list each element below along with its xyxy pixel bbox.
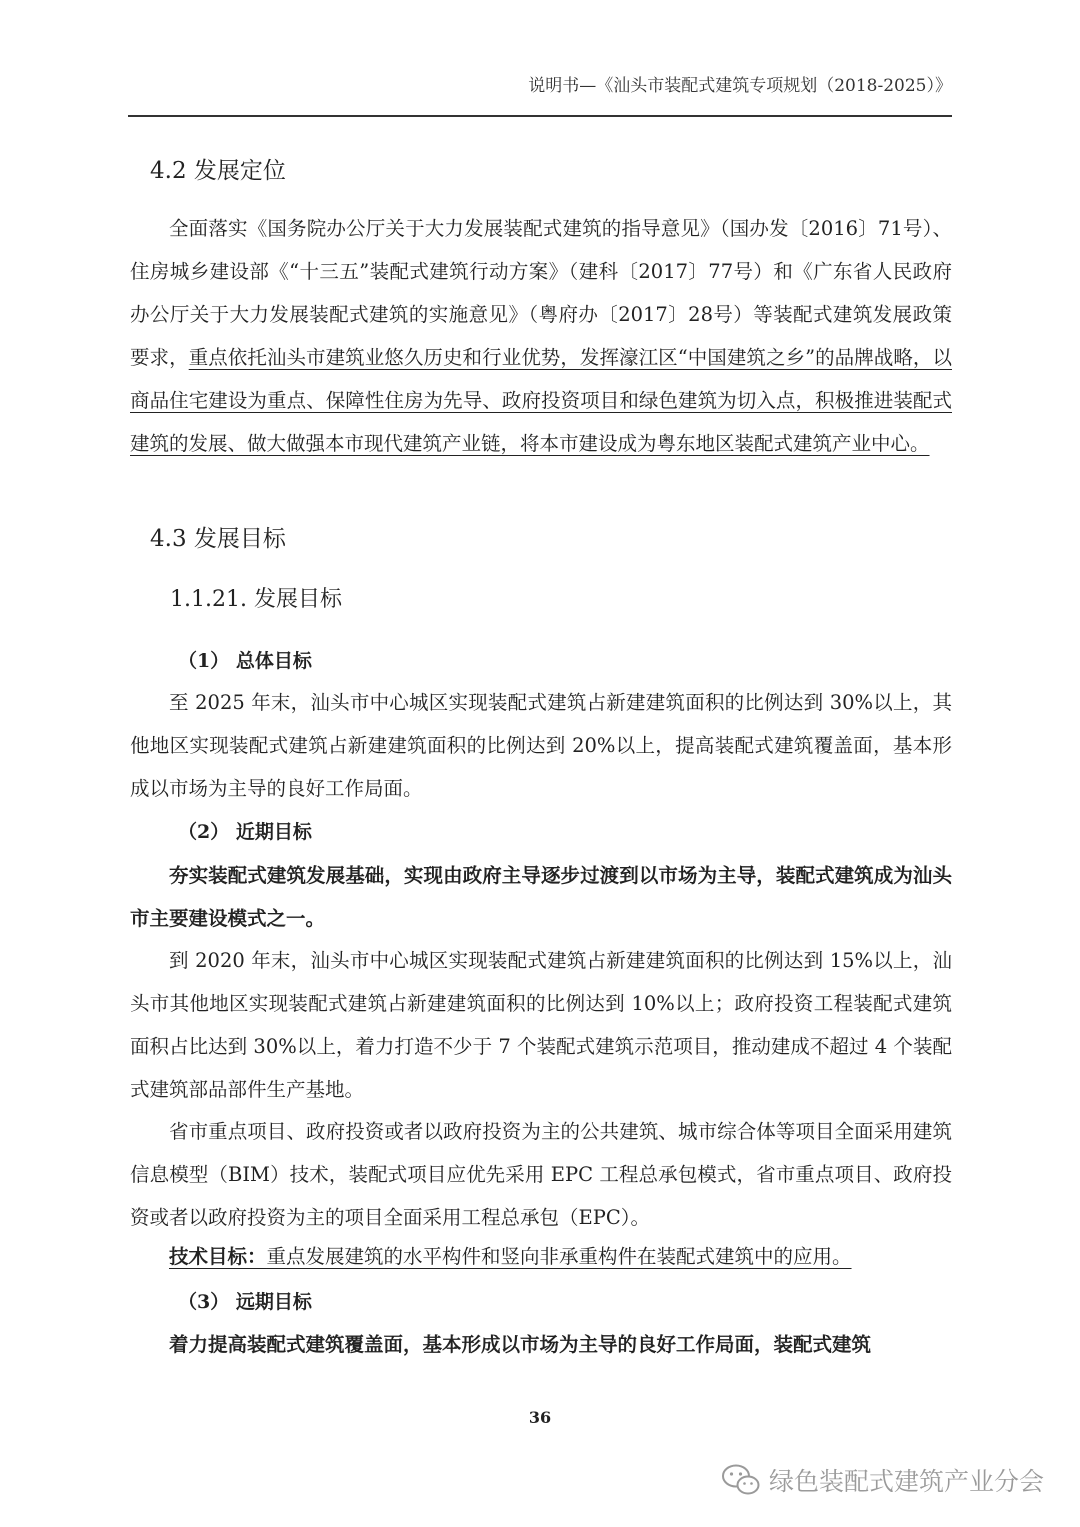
tech-goal-label: 技术目标：	[169, 1245, 267, 1268]
overall-goal-title: （1） 总体目标	[178, 650, 312, 672]
watermark-text: 绿色装配式建筑产业分会	[768, 1467, 1044, 1496]
long-term-goal-bold-text: 着力提高装配式建筑覆盖面，基本形成以市场为主导的良好工作局面，装配式建筑	[169, 1333, 872, 1356]
positioning-underlined-text: 重点依托汕头市建筑业悠久历史和行业优势，发挥濠江区“中国建筑之乡”的品牌战略，以商品住宅建设为重点、保障性住房为先导、政府投资项目和绿色建筑为切入点，积极推进装配式建筑的发展、做大做强本市现代建筑产业链，将本市建设成为粤东地区装配式建筑产业中心。	[130, 346, 952, 455]
positioning-policy-text: 全面落实《国务院办公厅关于大力发展装配式建筑的指导意见》（国办发〔2016〕71号）、住房城乡建设部《“十三五”装配式建筑行动方案》（建科〔2017〕77号）和《广东省人民政府办公厅关于大力发展装配式建筑的实施意见》（粤府办〔2017〕28号）等装配式建筑发展政策要求，	[130, 217, 952, 369]
page-number: 36	[528, 1408, 552, 1427]
header-rule	[128, 115, 952, 117]
positioning-paragraph	[130, 207, 952, 465]
subsection-title: 1.1.21. 发展目标	[170, 587, 342, 612]
near-term-goal-text-bim: 省市重点项目、政府投资或者以政府投资为主的公共建筑、城市综合体等项目全面采用建筑信息模型（BIM）技术，装配式项目应优先采用 EPC 工程总承包模式，省市重点项目、政府投资或者以政府投资为主的项目全面采用工程总承包（EPC）。	[130, 1120, 952, 1229]
watermark	[721, 1460, 1044, 1500]
near-term-goal-title: （2） 近期目标	[178, 821, 312, 843]
section-title-4-2: 4.2 发展定位	[150, 158, 286, 184]
page-header: 说明书—《汕头市装配式建筑专项规划（2018-2025）》	[528, 76, 952, 96]
long-term-goal-title: （3） 远期目标	[178, 1291, 312, 1313]
wechat-icon	[721, 1463, 761, 1497]
tech-goal-text: 重点发展建筑的水平构件和竖向非承重构件在装配式建筑中的应用。	[266, 1245, 852, 1268]
overall-goal-text: 至 2025 年末，汕头市中心城区实现装配式建筑占新建建筑面积的比例达到 30%以上，其他地区实现装配式建筑占新建建筑面积的比例达到 20%以上，提高装配式建筑覆盖面，基本形成以市场为主导的良好工作局面。	[130, 691, 952, 800]
near-term-goal-text-2020: 到 2020 年末，汕头市中心城区实现装配式建筑占新建建筑面积的比例达到 15%以上，汕头市其他地区实现装配式建筑占新建建筑面积的比例达到 10%以上；政府投资工程装配式建筑面积占比达到 30%以上，着力打造不少于 7 个装配式建筑示范项目，推动建成不超过 4 个装配式建筑部品部件生产基地。	[130, 949, 952, 1101]
near-term-goal-bold-text: 夯实装配式建筑发展基础，实现由政府主导逐步过渡到以市场为主导，装配式建筑成为汕头市主要建设模式之一。	[130, 864, 952, 930]
tech-goal-paragraph	[130, 1235, 952, 1278]
section-title-4-3: 4.3 发展目标	[150, 526, 286, 552]
